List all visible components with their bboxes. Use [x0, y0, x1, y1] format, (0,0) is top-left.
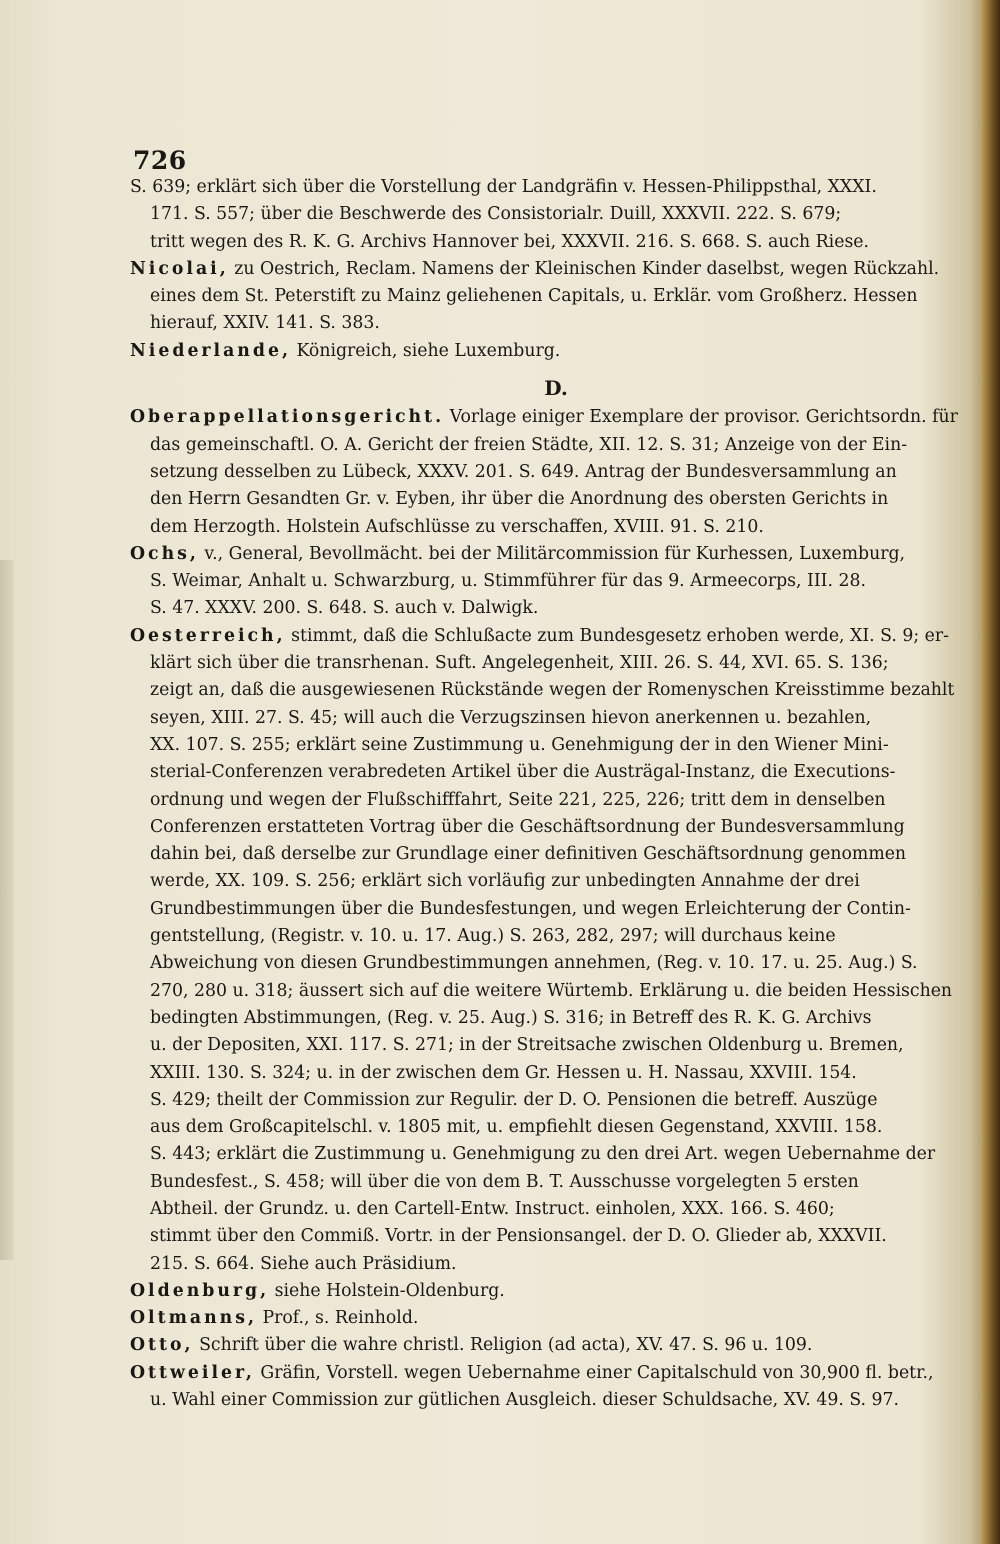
- text-line: hierauf, XXIV. 141. S. 383.: [150, 313, 380, 334]
- continuation-block: [130, 174, 952, 256]
- text-line: v., General, Bevollmächt. bei der Militärcommission für Kurhessen, Luxemburg,: [204, 543, 906, 564]
- text-line: Abtheil. der Grundz. u. den Cartell-Entw. Instruct. einholen, XXX. 166. S. 460;: [150, 1198, 835, 1219]
- text-line: bedingten Abstimmungen, (Reg. v. 25. Aug.) S. 316; in Betreff des R. K. G. Archivs: [150, 1007, 872, 1028]
- entry-first-line: [130, 1278, 952, 1305]
- text-line: S. 429; theilt der Commission zur Regulir. der D. O. Pensionen die betreff. Auszüge: [150, 1089, 878, 1110]
- entry-first-line: [130, 404, 958, 431]
- index-entry: [130, 1360, 952, 1415]
- text-line: Schrift über die wahre christl. Religion (ad acta), XV. 47. S. 96 u. 109.: [199, 1335, 813, 1356]
- text-line: dem Herzogth. Holstein Aufschlüsse zu verschaffen, XVIII. 91. S. 210.: [150, 516, 764, 537]
- text-line: werde, XX. 109. S. 256; erklärt sich vorläufig zur unbedingten Annahme der drei: [150, 871, 860, 892]
- entry-heading: Ochs,: [130, 543, 199, 564]
- entry-first-line: [130, 541, 952, 568]
- text-line: S. 443; erklärt die Zustimmung u. Genehmigung zu den drei Art. wegen Uebernahme der: [150, 1144, 936, 1165]
- entry-first-line: [130, 623, 952, 650]
- text-line: Abweichung von diesen Grundbestimmungen annehmen, (Reg. v. 10. 17. u. 25. Aug.) S.: [150, 953, 918, 974]
- text-line: S. 639; erklärt sich über die Vorstellung der Landgräfin v. Hessen-Philippsthal, XXXI.: [130, 177, 877, 197]
- text-line: Bundesfest., S. 458; will über die von dem B. T. Ausschusse vorgelegten 5 ersten: [150, 1171, 859, 1192]
- text-line: den Herrn Gesandten Gr. v. Eyben, ihr über die Anordnung des obersten Gerichts in: [150, 489, 889, 510]
- text-line: ordnung und wegen der Flußschifffahrt, Seite 221, 225, 226; tritt dem in denselben: [150, 789, 886, 810]
- entry-first-line: [130, 1305, 952, 1332]
- text-line: das gemeinschaftl. O. A. Gericht der freien Städte, XII. 12. S. 31; Anzeige von der Ein-: [150, 434, 908, 455]
- text-line: 215. S. 664. Siehe auch Präsidium.: [150, 1253, 457, 1274]
- text-line: setzung desselben zu Lübeck, XXXV. 201. S. 649. Antrag der Bundesversammlung an: [150, 461, 897, 482]
- text-line: 270, 280 u. 318; äussert sich auf die weitere Würtemb. Erklärung u. die beiden Hessischen: [150, 980, 953, 1001]
- text-line: seyen, XIII. 27. S. 45; will auch die Verzugszinsen hievon anerkennen u. bezahlen,: [150, 707, 872, 728]
- entry-first-line: [130, 1332, 952, 1359]
- text-line: eines dem St. Peterstift zu Mainz geliehenen Capitals, u. Erklär. vom Großherz. Hessen: [150, 286, 918, 307]
- text-line: Conferenzen erstatteten Vortrag über die Geschäftsordnung der Bundesversammlung: [150, 816, 905, 837]
- text-line: u. der Depositen, XXI. 117. S. 271; in der Streitsache zwischen Oldenburg u. Bremen,: [150, 1035, 904, 1056]
- text-line: XX. 107. S. 255; erklärt seine Zustimmung u. Genehmigung der in den Wiener Mini-: [150, 734, 889, 755]
- entry-heading: Nicolai,: [130, 258, 229, 279]
- text-line: S. Weimar, Anhalt u. Schwarzburg, u. Stimmführer für das 9. Armeecorps, III. 28.: [150, 571, 866, 592]
- text-line: Vorlage einiger Exemplare der provisor. Gerichtsordn. für: [449, 407, 958, 428]
- text-line: Königreich, siehe Luxemburg.: [296, 340, 561, 361]
- entry-heading: Oesterreich,: [130, 625, 286, 646]
- entry-heading: Ottweiler,: [130, 1362, 255, 1383]
- index-text: [130, 174, 958, 1414]
- text-line: siehe Holstein-Oldenburg.: [274, 1280, 505, 1301]
- text-line: Prof., s. Reinhold.: [262, 1308, 419, 1329]
- entry-heading: Oltmanns,: [130, 1308, 257, 1329]
- text-line: tritt wegen des R. K. G. Archivs Hannover bei, XXXVII. 216. S. 668. S. auch Riese.: [150, 231, 870, 252]
- entries-list: [130, 404, 958, 1414]
- index-entry: [130, 541, 952, 623]
- text-line: aus dem Großcapitelschl. v. 1805 mit, u. empfiehlt diesen Gegenstand, XXVIII. 158.: [150, 1117, 883, 1138]
- entry-heading: Oldenburg,: [130, 1280, 270, 1301]
- index-entry-nicolai: [130, 256, 952, 338]
- page-number: 726: [133, 146, 187, 175]
- text-line: Grundbestimmungen über die Bundesfestungen, und wegen Erleichterung der Contin-: [150, 898, 911, 919]
- text-line: u. Wahl einer Commission zur gütlichen Ausgleich. dieser Schuldsache, XV. 49. S. 97.: [150, 1390, 900, 1411]
- entry-heading: Oberappellationsgericht.: [130, 407, 445, 428]
- page-edge-left: [0, 560, 14, 1260]
- text-line: sterial-Conferenzen verabredeten Artikel über die Austrägal-Instanz, die Executions-: [150, 762, 896, 783]
- entry-heading: Niederlande,: [130, 340, 291, 361]
- text-line: zeigt an, daß die ausgewiesenen Rückstände wegen der Romenyschen Kreisstimme bezahlt: [150, 680, 955, 701]
- index-entry: [130, 1278, 952, 1305]
- section-letter-heading: D.: [544, 376, 568, 401]
- entry-heading: Otto,: [130, 1335, 194, 1356]
- text-line: stimmt, daß die Schlußacte zum Bundesgesetz erhoben werde, XI. S. 9; er-: [291, 625, 950, 646]
- text-line: dahin bei, daß derselbe zur Grundlage einer definitiven Geschäftsordnung genommen: [150, 844, 907, 865]
- index-entry: [130, 1305, 952, 1332]
- text-line: Gräfin, Vorstell. wegen Uebernahme einer Capitalschuld von 30,900 fl. betr.,: [260, 1362, 934, 1383]
- text-line: XXIII. 130. S. 324; u. in der zwischen dem Gr. Hessen u. H. Nassau, XXVIII. 154.: [150, 1062, 857, 1083]
- page-edge-right: [982, 0, 1000, 1544]
- text-line: klärt sich über die transrhenan. Suft. Angelegenheit, XIII. 26. S. 44, XVI. 65. S. 136;: [150, 653, 889, 674]
- text-line: stimmt über den Commiß. Vortr. in der Pensionsangel. der D. O. Glieder ab, XXXVII.: [150, 1226, 887, 1247]
- entry-first-line: [130, 1360, 952, 1387]
- text-line: zu Oestrich, Reclam. Namens der Kleinischen Kinder daselbst, wegen Rückzahl.: [234, 258, 940, 279]
- index-entry: [130, 623, 955, 1278]
- index-entry: [130, 1332, 952, 1359]
- text-line: 171. S. 557; über die Beschwerde des Consistorialr. Duill, XXXVII. 222. S. 679;: [150, 204, 842, 225]
- index-entry-niederlande: [130, 338, 952, 365]
- index-entry: [130, 404, 958, 540]
- text-line: gentstellung, (Registr. v. 10. u. 17. Aug.) S. 263, 282, 297; will durchaus keine: [150, 926, 836, 947]
- text-line: S. 47. XXXV. 200. S. 648. S. auch v. Dalwigk.: [150, 598, 539, 619]
